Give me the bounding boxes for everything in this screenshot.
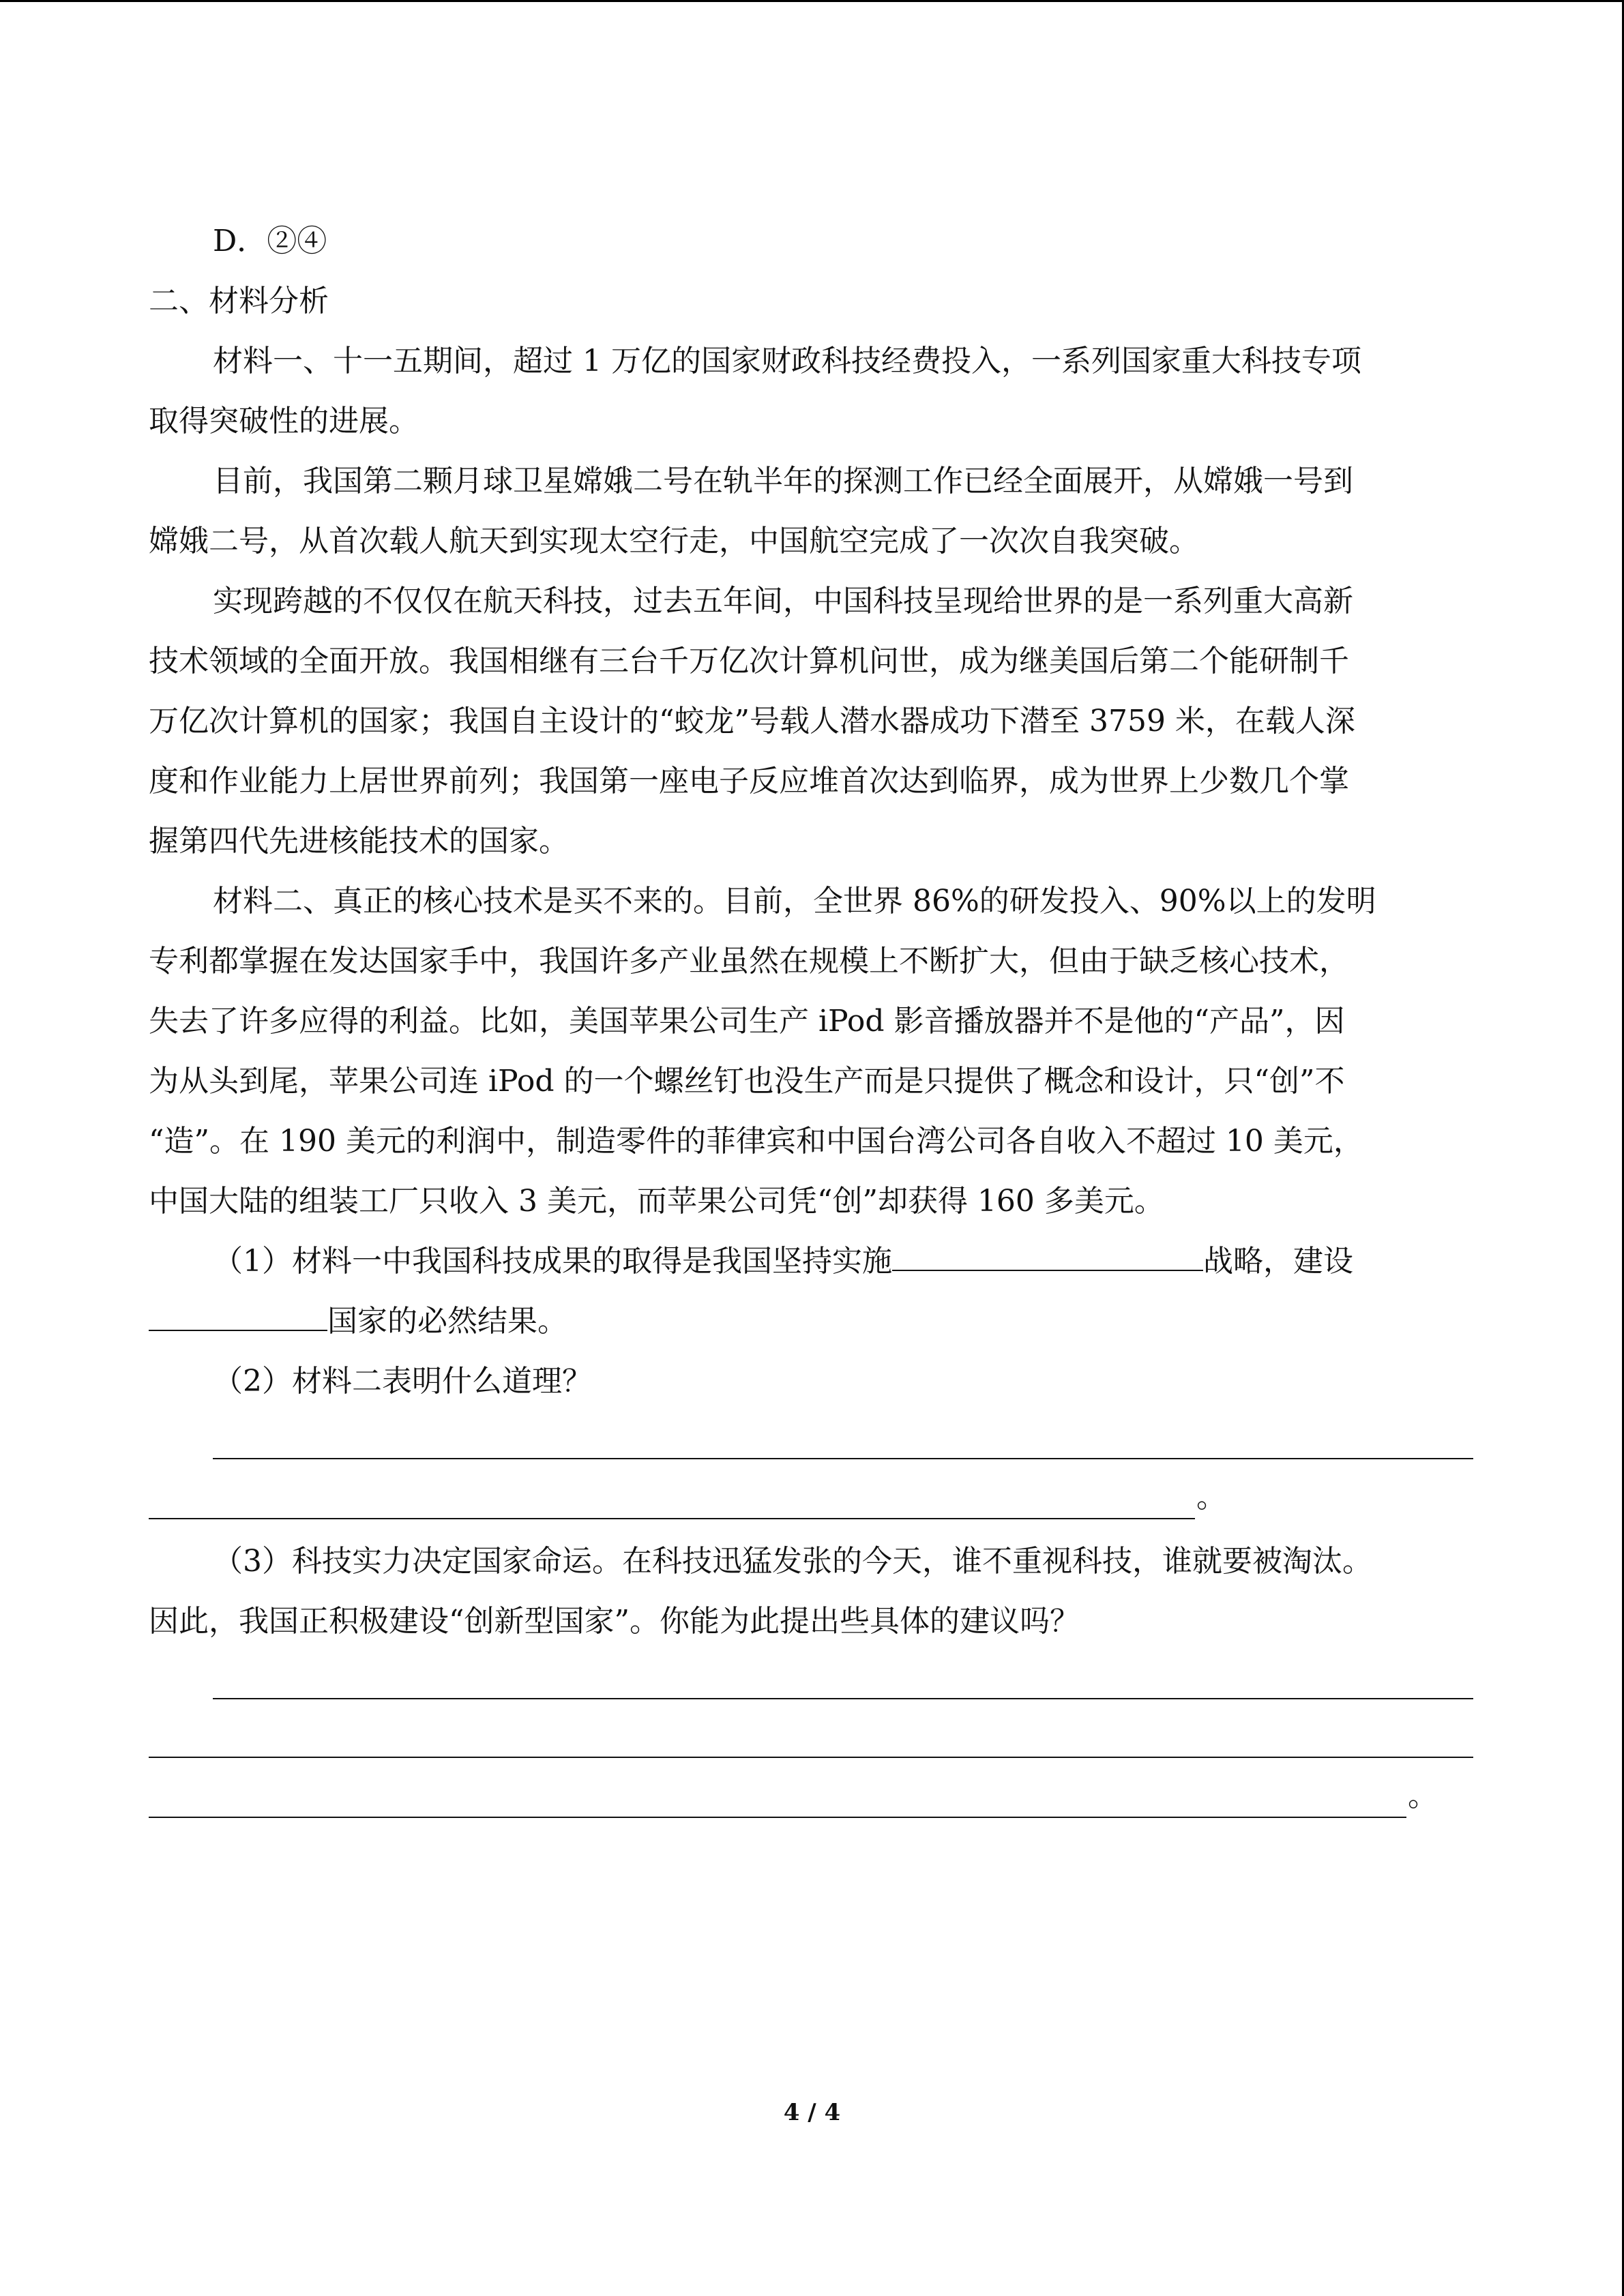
material1-p2-line2: 嫦娥二号，从首次载人航天到实现太空行走，中国航空完成了一次次自我突破。 <box>149 524 1199 558</box>
answer-rule <box>149 1817 1406 1818</box>
question-1-blank-country[interactable] <box>149 1302 327 1331</box>
material2-line4: 为从头到尾，苹果公司连 iPod 的一个螺丝钉也没生产而是只提供了概念和设计，只“创”不 <box>149 1064 1345 1099</box>
question-3-period: 。 <box>1408 1778 1438 1813</box>
question-3-answer-line-2[interactable] <box>149 1710 1473 1770</box>
material1-p1-line1: 材料一、十一五期间，超过 1 万亿的国家财政科技经费投入，一系列国家重大科技专项 <box>213 344 1361 378</box>
question-1-blank-strategy[interactable] <box>892 1242 1203 1271</box>
question-2-period: 。 <box>1196 1480 1226 1515</box>
material1-p1-line2: 取得突破性的进展。 <box>149 404 419 438</box>
question-3-line2: 因此，我国正积极建设“创新型国家”。你能为此提出些具体的建议吗？ <box>149 1604 1080 1639</box>
page-number: 4 / 4 <box>783 2099 841 2126</box>
question-1-part-c: 国家的必然结果。 <box>327 1304 567 1339</box>
answer-rule <box>149 1518 1195 1519</box>
section-title: 二、材料分析 <box>149 284 329 318</box>
question-1-line2 <box>149 1292 1473 1352</box>
material1-p2-line1: 目前，我国第二颗月球卫星嫦娥二号在轨半年的探测工作已经全面展开，从嫦娥一号到 <box>213 464 1353 498</box>
material1-p3-line3: 万亿次计算机的国家；我国自主设计的“蛟龙”号载人潜水器成功下潜至 3759 米，在载人深 <box>149 704 1355 739</box>
material1-p3-line4: 度和作业能力上居世界前列；我国第一座电子反应堆首次达到临界，成为世界上少数几个掌 <box>149 764 1349 799</box>
material1-p3-line1: 实现跨越的不仅仅在航天科技，过去五年间，中国科技呈现给世界的是一系列重大高新 <box>213 584 1353 618</box>
answer-rule <box>149 1757 1473 1758</box>
material2-line2: 专利都掌握在发达国家手中，我国许多产业虽然在规模上不断扩大，但由于缺乏核心技术， <box>149 944 1349 979</box>
question-3-line1: （3）科技实力决定国家命运。在科技迅猛发张的今天，谁不重视科技，谁就要被淘汰。 <box>213 1544 1372 1579</box>
answer-rule <box>213 1698 1473 1699</box>
answer-rule <box>213 1458 1473 1459</box>
question-3-answer-line-1[interactable] <box>149 1652 1473 1712</box>
question-1-part-b: 战略，建设 <box>1203 1244 1353 1279</box>
material1-p3-line5: 握第四代先进核能技术的国家。 <box>149 824 569 859</box>
question-2-answer-line-1[interactable] <box>149 1412 1473 1472</box>
option-d: D．②④ <box>213 224 327 258</box>
question-2-answer-line-2[interactable] <box>149 1472 1473 1532</box>
question-2-text: （2）材料二表明什么道理？ <box>213 1364 592 1399</box>
material2-line6: 中国大陆的组装工厂只收入 3 美元，而苹果公司凭“创”却获得 160 多美元。 <box>149 1184 1164 1219</box>
page-border-top <box>0 0 1624 2</box>
material2-line1: 材料二、真正的核心技术是买不来的。目前，全世界 86%的研发投入、90%以上的发明 <box>213 884 1376 919</box>
material2-line5: “造”。在 190 美元的利润中，制造零件的菲律宾和中国台湾公司各自收入不超过 10 美元， <box>149 1124 1363 1159</box>
document-body <box>149 211 1473 1830</box>
question-1-line1 <box>149 1232 1473 1292</box>
material1-p3-line2: 技术领域的全面开放。我国相继有三台千万亿次计算机问世，成为继美国后第二个能研制千 <box>149 644 1349 679</box>
question-3-answer-line-3[interactable] <box>149 1770 1473 1830</box>
material2-line3: 失去了许多应得的利益。比如，美国苹果公司生产 iPod 影音播放器并不是他的“产品”，因 <box>149 1004 1345 1039</box>
question-1-part-a: （1）材料一中我国科技成果的取得是我国坚持实施 <box>213 1244 892 1279</box>
